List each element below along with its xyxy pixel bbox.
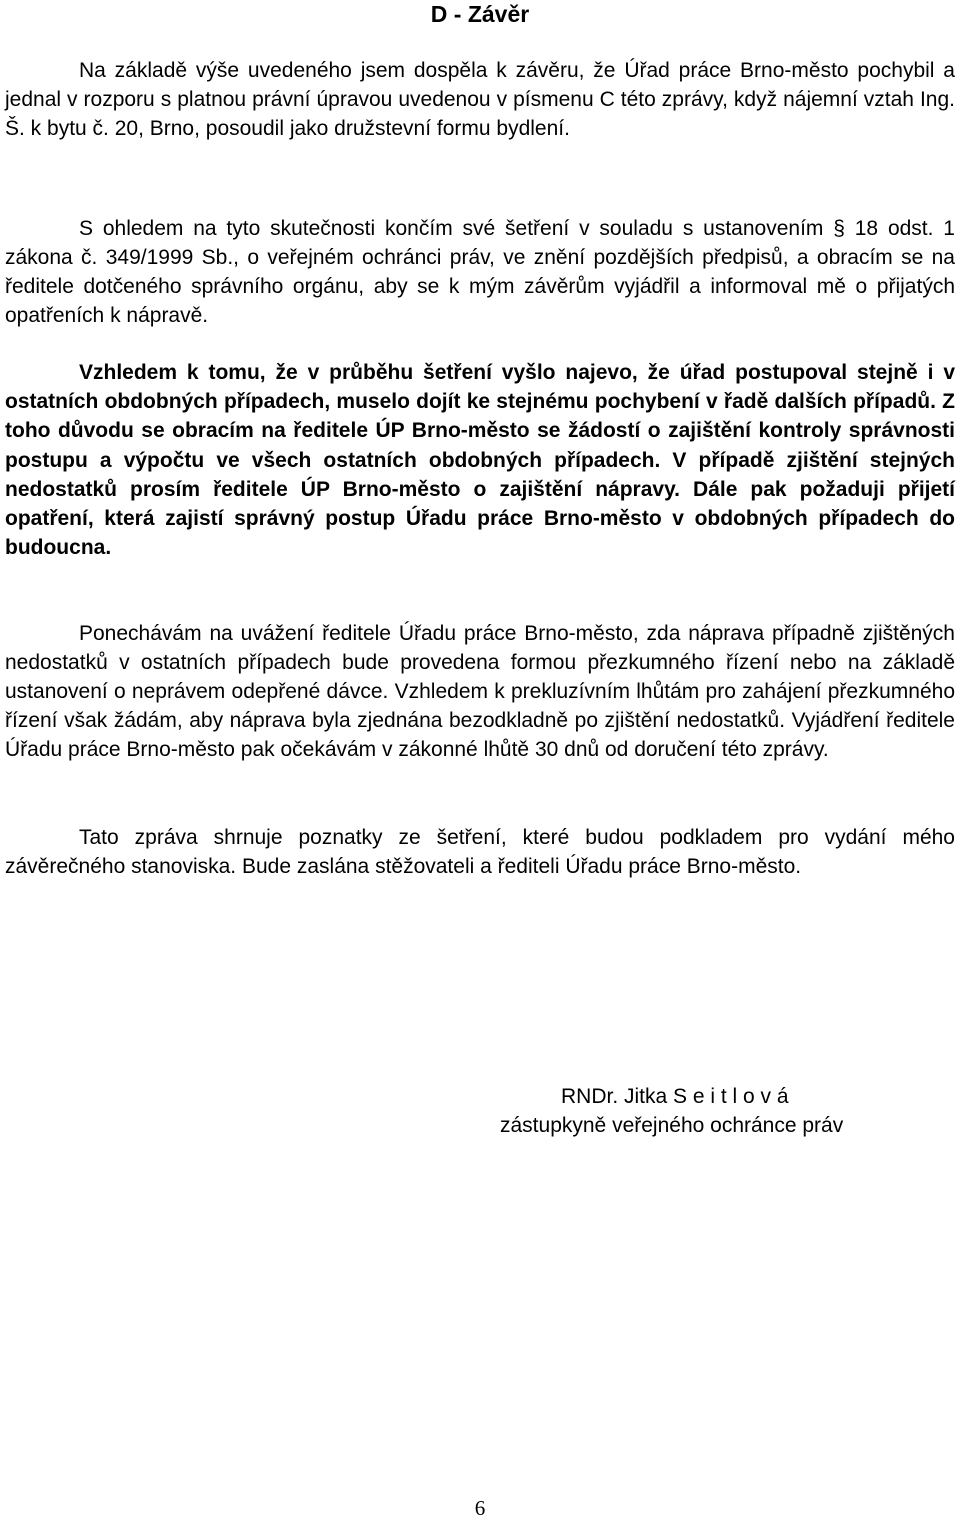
section-heading: D - Závěr: [430, 1, 530, 27]
signatory-name: RNDr. Jitka S e i t l o v á: [561, 1085, 789, 1108]
paragraph-conclusion: Na základě výše uvedeného jsem dospěla k závěru, že Úřad práce Brno-město pochybil a jednal v rozporu s platnou právní úpravou uvedenou v písmenu C této zprávy, když nájemní vztah Ing. Š. k bytu č. 20, Brno, posoudil jako družstevní formu bydlení.: [5, 59, 955, 140]
page-number: 6: [474, 1496, 486, 1520]
paragraph-legal-basis: S ohledem na tyto skutečnosti končím své šetření v souladu s ustanovením § 18 odst. 1 zákona č. 349/1999 Sb., o veřejném ochránci práv, ve znění pozdějších předpisů, a obracím se na ředitele dotčeného správního orgánu, aby se k mým závěrům vyjádřil a informoval mě o přijatých opatřeních k nápravě.: [5, 217, 955, 327]
paragraph-remedy: Ponechávám na uvážení ředitele Úřadu práce Brno-město, zda náprava případně zjištěných nedostatků v ostatních případech bude provedena formou přezkumného řízení nebo na základě ustanovení o neprávem odepřené dávce. Vzhledem k prekluzívním lhůtám pro zahájení přezkumného řízení však žádám, aby náprava byla zjednána bezodkladně po zjištění nedostatků. Vyjádření ředitele Úřadu práce Brno-město pak očekávám v zákonné lhůtě 30 dnů od doručení této zprávy.: [5, 622, 955, 761]
signatory-title: zástupkyně veřejného ochránce práv: [500, 1114, 844, 1137]
signature-block: [500, 1082, 920, 1140]
paragraph-summary: Tato zpráva shrnuje poznatky ze šetření, které budou podkladem pro vydání mého závěrečného stanoviska. Bude zaslána stěžovateli a řediteli Úřadu práce Brno-město.: [5, 826, 955, 878]
paragraph-request-bold: Vzhledem k tomu, že v průběhu šetření vyšlo najevo, že úřad postupoval stejně i v ostatních obdobných případech, muselo dojít ke stejnému pochybení v řadě dalších případů. Z toho důvodu se obracím na ředitele ÚP Brno-město se žádostí o zajištění kontroly správnosti postupu a výpočtu ve všech ostatních obdobných případech. V případě zjištění stejných nedostatků prosím ředitele ÚP Brno-město o zajištění nápravy. Dále pak požaduji přijetí opatření, která zajistí správný postup Úřadu práce Brno-město v obdobných případech do budoucna.: [5, 361, 955, 560]
